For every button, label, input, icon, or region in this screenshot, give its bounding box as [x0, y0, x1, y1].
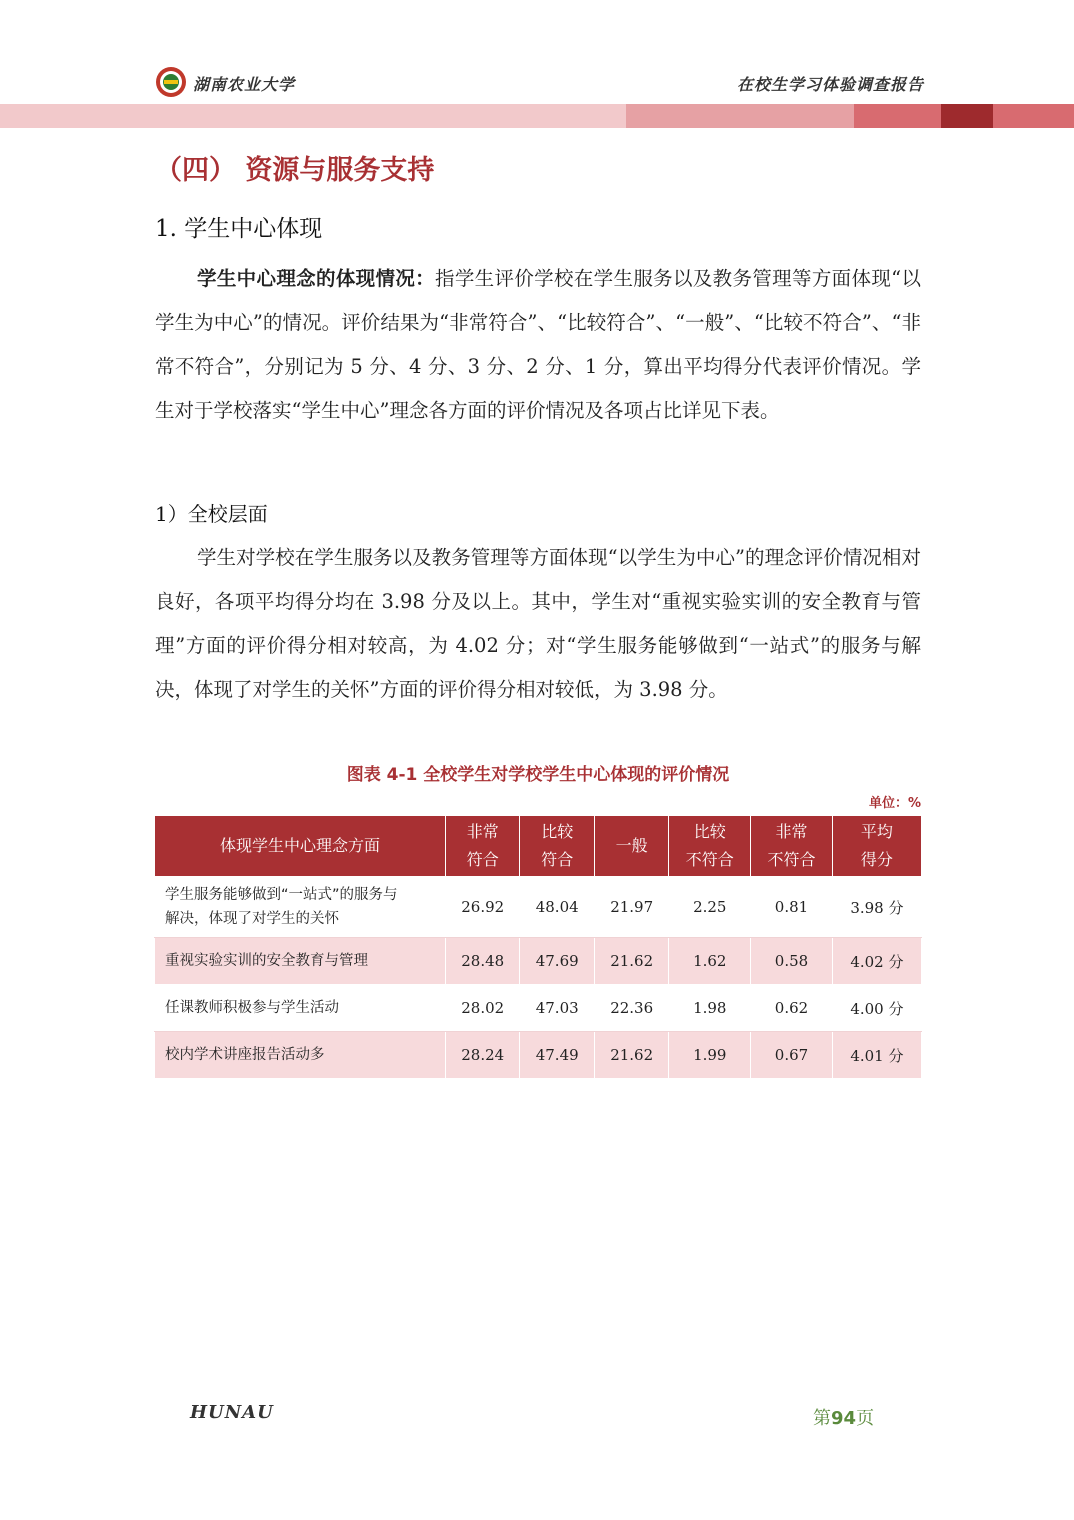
cell-very-agree: 28.24 [446, 1032, 520, 1079]
header-band-light [0, 104, 626, 128]
table-row [155, 877, 922, 938]
page-number: 第94页 [813, 1408, 875, 1429]
cell-average: 4.02 分 [832, 938, 921, 985]
cell-agree: 47.03 [520, 985, 594, 1032]
figure-title: 图表 4-1 全校学生对学校学生中心体现的评价情况 [346, 765, 730, 785]
header-band-mid [626, 104, 854, 128]
school-level-paragraph [155, 536, 921, 712]
header-disagree: 比较 不符合 [669, 816, 751, 877]
header-very-agree: 非常 符合 [446, 816, 520, 877]
row-item: 重视实验实训的安全教育与管理 [155, 938, 446, 985]
cell-average: 4.01 分 [832, 1032, 921, 1079]
header-average: 平均 得分 [832, 816, 921, 877]
subsection-title: 1. 学生中心体现 [155, 216, 323, 242]
header-band-deep [854, 104, 941, 128]
cell-agree: 47.49 [520, 1032, 594, 1079]
report-name: 在校生学习体验调查报告 [736, 75, 924, 94]
row-item: 学生服务能够做到“一站式”的服务与 解决，体现了对学生的关怀 [155, 877, 446, 938]
cell-neutral: 22.36 [594, 985, 668, 1032]
cell-very-disagree: 0.58 [751, 938, 833, 985]
table-row [155, 985, 922, 1032]
section-title: （四） 资源与服务支持 [155, 155, 435, 186]
intro-paragraph [155, 257, 921, 433]
school-level-title: 1）全校层面 [155, 502, 268, 526]
cell-very-disagree: 0.67 [751, 1032, 833, 1079]
cell-very-disagree: 0.81 [751, 877, 833, 938]
cell-very-agree: 26.92 [446, 877, 520, 938]
header-band-dark [941, 104, 993, 128]
cell-very-disagree: 0.62 [751, 985, 833, 1032]
cell-agree: 47.69 [520, 938, 594, 985]
cell-average: 4.00 分 [832, 985, 921, 1032]
evaluation-table [154, 815, 922, 1079]
row-item: 校内学术讲座报告活动多 [155, 1032, 446, 1079]
intro-lead: 学生中心理念的体现情况： [197, 267, 436, 290]
university-name: 湖南农业大学 [193, 75, 296, 94]
cell-neutral: 21.97 [594, 877, 668, 938]
cell-agree: 48.04 [520, 877, 594, 938]
row-item: 任课教师积极参与学生活动 [155, 985, 446, 1032]
intro-text: 指学生评价学校在学生服务以及教务管理等方面体现“以学生为中心”的情况。评价结果为“非常符合”、“比较符合”、“一般”、“比较不符合”、“非常不符合”，分别记为 5 分、4 分、3 分、2 分、1 分，算出平均得分代表评价情况。学生对于学校落实“学生中心”理念各方面的评价情况及各项占比详见下表。 [155, 267, 921, 422]
header-very-disagree: 非常 不符合 [751, 816, 833, 877]
header-agree: 比较 符合 [520, 816, 594, 877]
cell-average: 3.98 分 [832, 877, 921, 938]
university-logo-icon [155, 66, 187, 98]
cell-disagree: 2.25 [669, 877, 751, 938]
header-item: 体现学生中心理念方面 [155, 816, 446, 877]
cell-disagree: 1.62 [669, 938, 751, 985]
school-level-text: 学生对学校在学生服务以及教务管理等方面体现“以学生为中心”的理念评价情况相对良好，各项平均得分均在 3.98 分及以上。其中，学生对“重视实验实训的安全教育与管理”方面的评价得分相对较高，为 4.02 分；对“学生服务能够做到“一站式”的服务与解决，体现了对学生的关怀”方面的评价得分相对较低，为 3.98 分。 [155, 546, 921, 701]
table-header-row [155, 816, 922, 877]
footer-logo-text: HUNAU [190, 1402, 274, 1423]
cell-disagree: 1.98 [669, 985, 751, 1032]
table-row [155, 938, 922, 985]
header-neutral: 一般 [594, 816, 668, 877]
page-header [0, 0, 1074, 130]
table-unit: 单位：% [868, 796, 921, 811]
cell-neutral: 21.62 [594, 1032, 668, 1079]
header-band-end [993, 104, 1074, 128]
cell-neutral: 21.62 [594, 938, 668, 985]
cell-disagree: 1.99 [669, 1032, 751, 1079]
cell-very-agree: 28.02 [446, 985, 520, 1032]
table-row [155, 1032, 922, 1079]
cell-very-agree: 28.48 [446, 938, 520, 985]
